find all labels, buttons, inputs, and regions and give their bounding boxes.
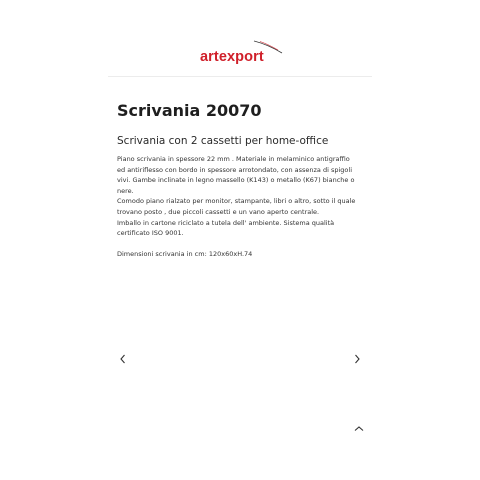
artexport-logo[interactable] [200, 40, 284, 68]
product-dimensions: Dimensioni scrivania in cm: 120x60xH.74 [117, 250, 253, 259]
header-divider [108, 76, 372, 77]
logo-text: artexport [200, 49, 264, 65]
scroll-to-top-button[interactable] [352, 422, 366, 436]
description-line: trovano posto , due piccoli cassetti e un vano aperto centrale. [117, 207, 320, 216]
previous-button[interactable] [116, 352, 130, 366]
description-line: vivi. Gambe inclinate in legno massello (K143) o metallo (K67) bianche o [117, 176, 355, 185]
paragraph-gap [117, 239, 367, 250]
description-line: Piano scrivania in spessore 22 mm . Materiale in melaminico antigraffio [117, 155, 350, 163]
description-line: certificato ISO 9001. [117, 229, 184, 238]
description-line: ed antiriflesso con bordo in spessore arrotondato, con assenza di spigoli [117, 165, 353, 174]
chevron-left-icon [119, 354, 127, 364]
chevron-right-icon [353, 354, 361, 364]
product-description [117, 154, 367, 260]
product-subtitle: Scrivania con 2 cassetti per home-office [117, 135, 329, 147]
next-button[interactable] [350, 352, 364, 366]
description-line: Imballo in cartone riciclato a tutela dell' ambiente. Sistema qualità [117, 218, 335, 227]
description-line: Comodo piano rialzato per monitor, stampante, libri o altro, sotto il quale [117, 197, 356, 206]
site-header [0, 0, 480, 78]
description-line: nere. [117, 186, 134, 195]
chevron-up-icon [354, 425, 364, 433]
product-title: Scrivania 20070 [117, 101, 262, 120]
